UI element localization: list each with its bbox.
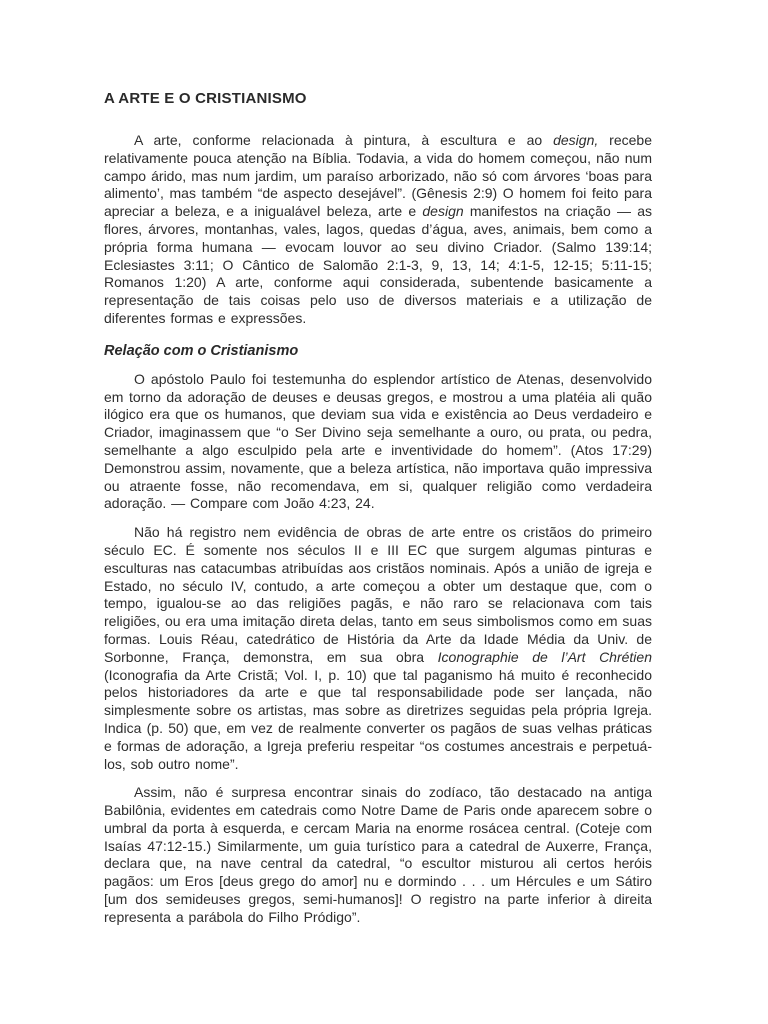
paragraph: [104, 132, 652, 328]
paragraph: [104, 524, 652, 773]
text-run: manifestos na criação — as flores, árvores, montanhas, vales, lagos, quedas d’água, aves, animais, bem como a própria forma humana — evocam louvor ao seu divino Criador. (Salmo 139:14; Eclesiastes 3:11; O Cântico de Salomão 2:1-3, 9, 13, 14; 4:1-5, 12-15; 5:11-15; Romanos 1:20) A arte, conforme aqui considerada, subentende basicamente a representação de tais coisas pelo uso de diversos materiais e a utilização de diferentes formas e expressões.: [104, 203, 652, 326]
text-run-italic: design,: [553, 132, 599, 148]
text-run: recebe relativamente pouca atenção na Bíblia. Todavia, a vida do homem começou, não num campo árido, mas num jardim, um paraíso arborizado, não só com árvores ‘boas para alimento’, mas também “de aspecto desejável”. (Gênesis 2:9) O homem foi feito para apreciar a beleza, e a inigualável beleza, arte e: [104, 132, 652, 220]
text-run: Assim, não é surpresa encontrar sinais do zodíaco, tão destacado na antiga Babilônia, evidentes em catedrais como Notre Dame de Paris onde aparecem sobre o umbral da porta à esquerda, e cercam Maria na enorme rosácea central. (Coteje com Isaías 47:12-15.) Similarmente, um guia turístico para a catedral de Auxerre, França, declara que, na nave central da catedral, “o escultor misturou ali certos heróis pagãos: um Eros [deus grego do amor] nu e dormindo . . . um Hércules e um Sátiro [um dos semideuses gregos, semi-humanos]! O registro na parte inferior à direita representa a parábola do Filho Pródigo”.: [104, 784, 652, 925]
text-run-italic: Iconographie de l’Art Chrétien: [437, 648, 652, 665]
document-title: A ARTE E O CRISTIANISMO: [104, 90, 307, 107]
text-run-italic: design: [422, 203, 464, 220]
paragraph: [104, 784, 652, 926]
section-heading: [104, 342, 652, 360]
text-run: Relação com o Cristianismo: [104, 342, 299, 359]
paragraph: [104, 371, 652, 513]
text-run: O apóstolo Paulo foi testemunha do esplendor artístico de Atenas, desenvolvido em torno da adoração de deuses e deusas gregos, e mostrou a uma platéia ali quão ilógico era que os humanos, que deviam sua vida e existência ao Deus verdadeiro e Criador, imaginassem que “o Ser Divino seja semelhante a ouro, ou prata, ou pedra, semelhante a algo esculpido pela arte e inventividade do homem”. (Atos 17:29) Demonstrou assim, novamente, que a beleza artística, não importava quão impressiva ou atraente fosse, não recomendava, em si, qualquer religião como verdadeira adoração. — Compare com João 4:23, 24.: [104, 370, 652, 512]
text-run: Não há registro nem evidência de obras de arte entre os cristãos do primeiro século EC. É somente nos séculos II e III EC que surgem algumas pinturas e esculturas nas catacumbas atribuídas aos cristãos nominais. Após a união de igreja e Estado, no século IV, contudo, a arte começou a obter um destaque que, com o tempo, igualou-se ao das religiões pagãs, e não raro se relacionava com tais religiões, ou era uma imitação direta delas, tanto em seus simbolismos como em suas formas. Louis Réau, catedrático de História da Arte da Idade Média da Univ. de Sorbonne, França, demonstra, em sua obra: [104, 524, 652, 665]
text-run: A arte, conforme relacionada à pintura, à escultura e ao: [134, 132, 554, 148]
document-body: [104, 132, 652, 927]
text-run: (Iconografia da Arte Cristã; Vol. I, p. 10) que tal paganismo há muito é reconhecido pelos historiadores da arte e que tal responsabilidade pode ser lançada, não simplesmente sobre os artistas, mas sobre as diretrizes seguidas pela própria Igreja. Indica (p. 50) que, em vez de realmente converter os pagãos de suas velhas práticas e formas de adoração, a Igreja preferiu respeitar “os costumes ancestrais e perpetuá-los, sob outro nome”.: [104, 666, 652, 772]
